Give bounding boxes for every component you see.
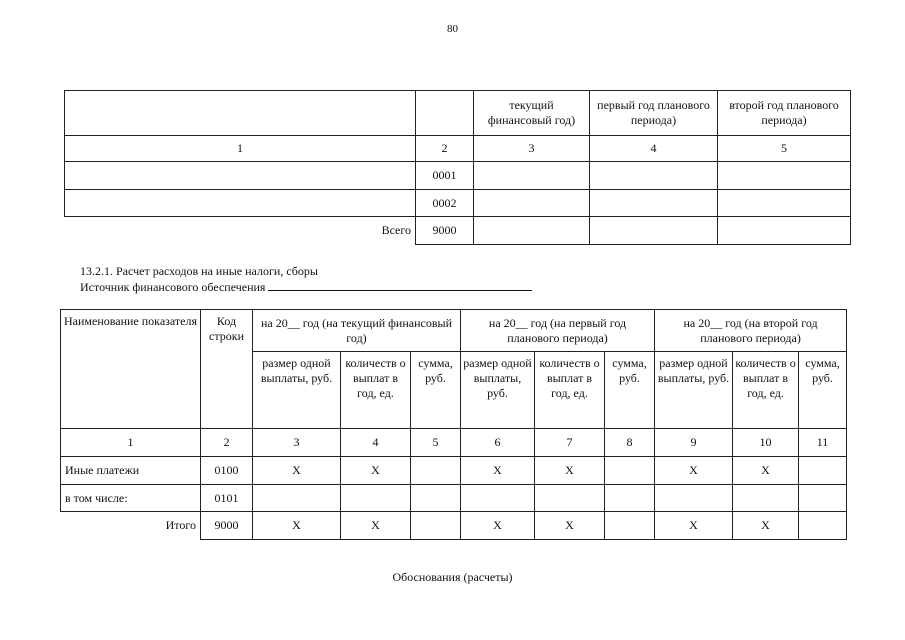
value-cell	[411, 485, 461, 512]
column-number: 5	[718, 136, 851, 162]
value-cell	[655, 485, 733, 512]
justification-heading: Обоснования (расчеты)	[392, 570, 513, 584]
value-cell: X	[535, 512, 605, 540]
column-number: 2	[416, 136, 474, 162]
total-label: Всего	[381, 223, 411, 238]
table1-column-numbers-row	[65, 136, 851, 162]
column-number: 8	[605, 429, 655, 457]
value-cell	[799, 485, 847, 512]
value-cell: X	[461, 457, 535, 485]
current-year-header: на 20__ год (на текущий финансовый год)	[253, 310, 461, 352]
value-cell: X	[253, 512, 341, 540]
indicator-name-header: Наименование показателя	[61, 310, 201, 429]
row-code: 0100	[201, 457, 253, 485]
value-cell	[461, 485, 535, 512]
row-name	[65, 190, 416, 217]
total-code: 9000	[416, 217, 474, 245]
table1-total-row	[65, 217, 851, 245]
table2-column-numbers-row	[61, 429, 847, 457]
other-taxes-table	[60, 309, 847, 540]
value-cell	[411, 457, 461, 485]
column-number: 10	[733, 429, 799, 457]
row-code: 0002	[416, 190, 474, 217]
row-code-header: Код строки	[201, 310, 253, 429]
payments-summary-table	[64, 90, 851, 245]
column-number: 11	[799, 429, 847, 457]
value-cell	[341, 485, 411, 512]
total-label: Итого	[165, 518, 196, 533]
value-cell	[474, 162, 590, 190]
value-cell: X	[733, 512, 799, 540]
sum-header: сумма, руб.	[799, 352, 847, 429]
value-cell: X	[535, 457, 605, 485]
table1-header-cell	[416, 91, 474, 136]
value-cell	[411, 512, 461, 540]
table1-header-cell: второй год планового периода)	[718, 91, 851, 136]
column-number: 3	[253, 429, 341, 457]
table2-header-row	[61, 310, 847, 352]
table-row	[65, 162, 851, 190]
row-name	[65, 162, 416, 190]
row-name: в том числе:	[61, 485, 201, 512]
column-number: 5	[411, 429, 461, 457]
table1-header-row	[65, 91, 851, 136]
value-cell	[799, 512, 847, 540]
value-cell	[605, 485, 655, 512]
table1-header-cell: текущий финансовый год)	[474, 91, 590, 136]
payment-size-header: размер одной выплаты, руб.	[461, 352, 535, 429]
funding-source-line	[80, 279, 532, 295]
payments-count-header: количеств о выплат в год, ед.	[535, 352, 605, 429]
table1-header-cell	[65, 91, 416, 136]
payments-count-header: количеств о выплат в год, ед.	[733, 352, 799, 429]
value-cell	[535, 485, 605, 512]
column-number: 1	[61, 429, 201, 457]
value-cell	[590, 162, 718, 190]
payment-size-header: размер одной выплаты, руб.	[655, 352, 733, 429]
value-cell	[718, 217, 851, 245]
value-cell: X	[655, 457, 733, 485]
column-number: 6	[461, 429, 535, 457]
value-cell	[605, 512, 655, 540]
column-number: 1	[65, 136, 416, 162]
column-number: 4	[590, 136, 718, 162]
row-name: Иные платежи	[61, 457, 201, 485]
value-cell: X	[733, 457, 799, 485]
table2-total-row	[61, 512, 847, 540]
section-title: 13.2.1. Расчет расходов на иные налоги, сборы	[80, 264, 318, 278]
value-cell	[474, 190, 590, 217]
section-heading	[80, 263, 532, 295]
column-number: 7	[535, 429, 605, 457]
value-cell: X	[655, 512, 733, 540]
funding-source-label: Источник финансового обеспечения	[80, 280, 266, 294]
table-row	[65, 190, 851, 217]
sum-header: сумма, руб.	[411, 352, 461, 429]
row-code: 0101	[201, 485, 253, 512]
total-code: 9000	[201, 512, 253, 540]
value-cell	[799, 457, 847, 485]
page-number: 80	[447, 23, 458, 35]
value-cell	[590, 190, 718, 217]
column-number: 2	[201, 429, 253, 457]
value-cell	[605, 457, 655, 485]
value-cell: X	[253, 457, 341, 485]
column-number: 4	[341, 429, 411, 457]
value-cell: X	[341, 457, 411, 485]
table-row	[61, 485, 847, 512]
payments-count-header: количеств о выплат в год, ед.	[341, 352, 411, 429]
value-cell	[590, 217, 718, 245]
value-cell	[718, 190, 851, 217]
payment-size-header: размер одной выплаты, руб.	[253, 352, 341, 429]
value-cell	[253, 485, 341, 512]
value-cell	[474, 217, 590, 245]
row-code: 0001	[416, 162, 474, 190]
column-number: 3	[474, 136, 590, 162]
table-row	[61, 457, 847, 485]
second-plan-year-header: на 20__ год (на второй год планового периода)	[655, 310, 847, 352]
value-cell	[718, 162, 851, 190]
value-cell	[733, 485, 799, 512]
table1-header-cell: первый год планового периода)	[590, 91, 718, 136]
first-plan-year-header: на 20__ год (на первый год планового периода)	[461, 310, 655, 352]
value-cell: X	[341, 512, 411, 540]
funding-source-blank	[268, 279, 532, 291]
value-cell: X	[461, 512, 535, 540]
column-number: 9	[655, 429, 733, 457]
sum-header: сумма, руб.	[605, 352, 655, 429]
